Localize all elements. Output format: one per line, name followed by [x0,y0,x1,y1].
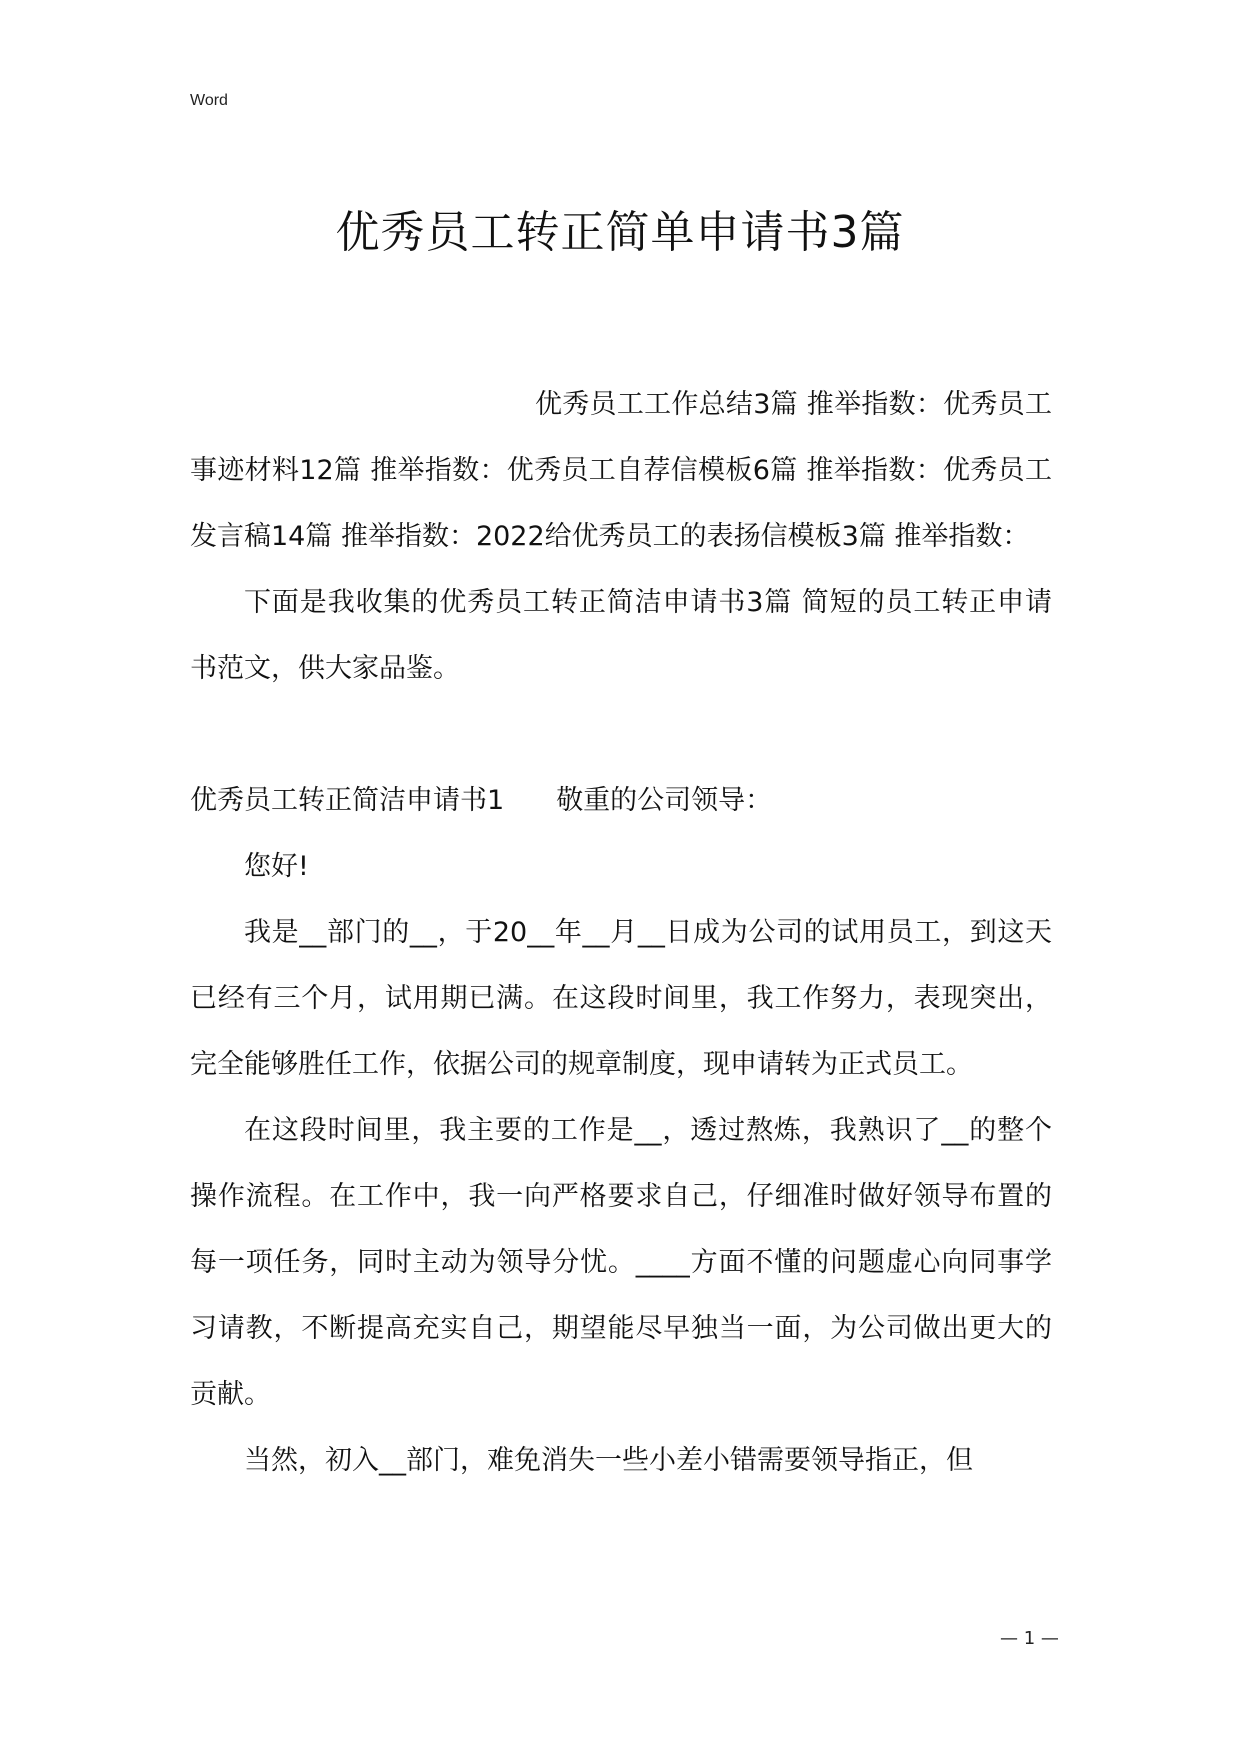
section-heading: 优秀员工转正简洁申请书1 [190,785,505,816]
related-articles-paragraph: 优秀员工工作总结3篇 推举指数：优秀员工事迹材料12篇 推举指数：优秀员工自荐信模板6篇 推举指数：优秀员工发言稿14篇 推举指数：2022给优秀员工的表扬信模板3篇 推举指数： [190,389,1052,552]
greeting-paragraph: 您好! [244,851,309,882]
body-paragraph-1: 我是__部门的__，于20__年__月__日成为公司的试用员工，到这天已经有三个月，试用期已满。在这段时间里，我工作努力，表现突出，完全能够胜任工作，依据公司的规章制度，现申请转为正式员工。 [190,917,1052,1080]
document-title: 优秀员工转正简单申请书3篇 [335,207,905,258]
intro-paragraph: 下面是我收集的优秀员工转正简洁申请书3篇 简短的员工转正申请书范文，供大家品鉴。 [190,587,1052,684]
document-body [190,372,1052,1494]
salutation: 敬重的公司领导： [556,785,773,816]
header-label: Word [190,92,228,109]
section-heading-line [190,768,1052,834]
spacer [190,702,1052,768]
page-number: — 1 — [1000,1628,1059,1649]
body-paragraph-2: 在这段时间里，我主要的工作是__，透过熬炼，我熟识了__的整个操作流程。在工作中，我一向严格要求自己，仔细准时做好领导布置的每一项任务，同时主动为领导分忧。____方面不懂的问题虚心向同事学习请教，不断提高充实自己，期望能尽早独当一面，为公司做出更大的贡献。 [190,1115,1052,1410]
body-paragraph-3: 当然，初入__部门，难免消失一些小差小错需要领导指正，但 [244,1445,973,1476]
